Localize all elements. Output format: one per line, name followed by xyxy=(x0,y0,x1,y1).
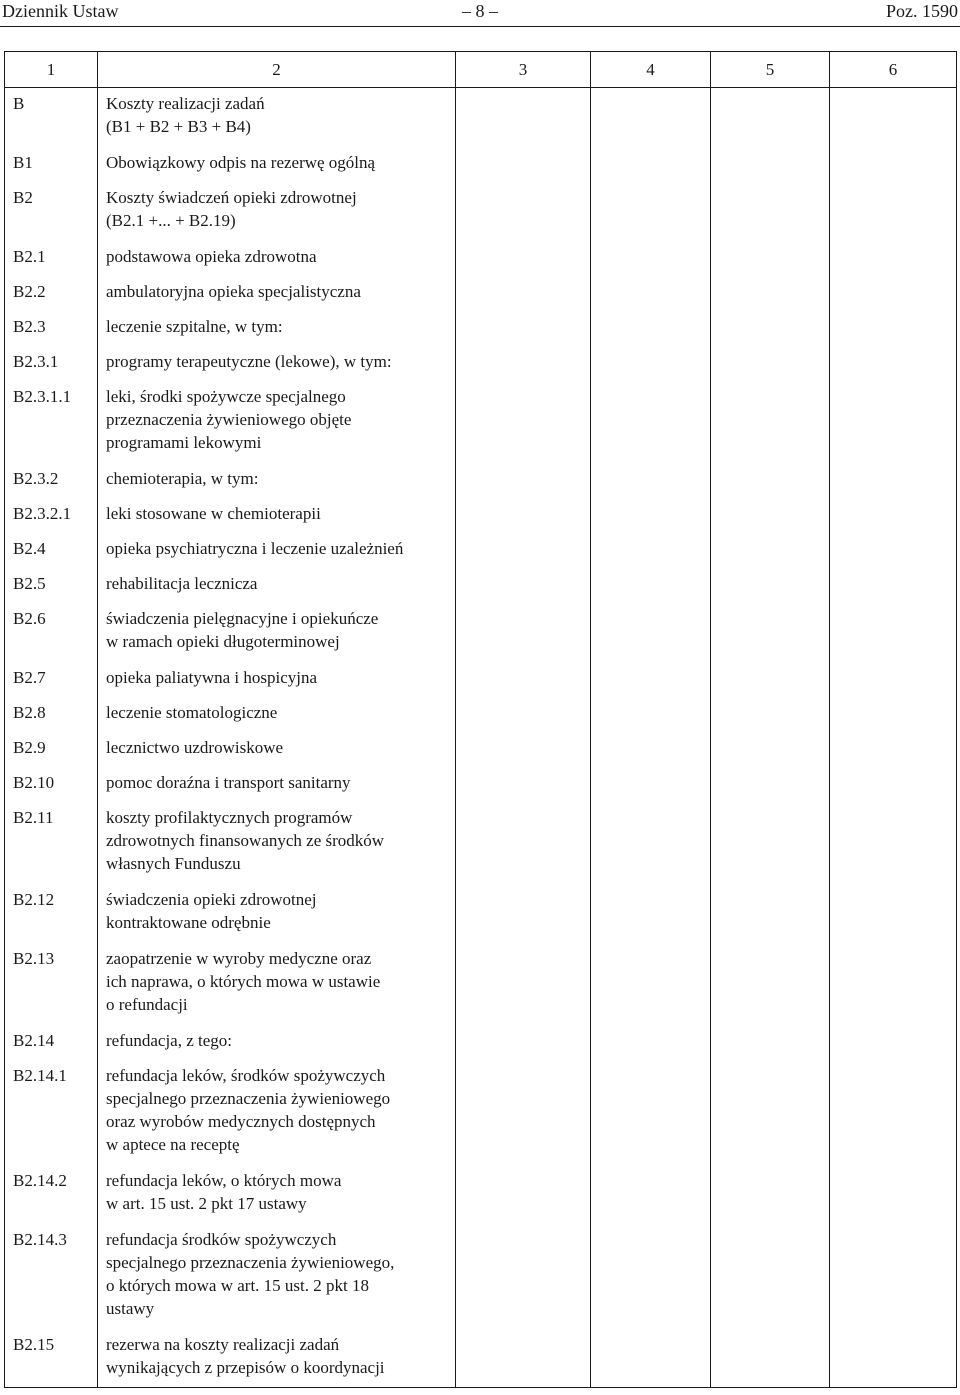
empty-value-cell xyxy=(591,88,711,147)
column-header: 1 xyxy=(5,52,98,88)
empty-value-cell xyxy=(591,884,711,943)
row-code: B2.6 xyxy=(13,608,46,628)
row-label: refundacja leków, o których mowa w art. 15 ust. 2 pkt 17 ustawy xyxy=(106,1170,342,1213)
row-code: B xyxy=(13,94,25,113)
table-row xyxy=(5,884,957,943)
table-row xyxy=(5,147,957,182)
empty-value-cell xyxy=(456,346,591,381)
row-label: leki stosowane w chemioterapii xyxy=(106,503,321,523)
row-label: Koszty świadczeń opieki zdrowotnej (B2.1 +... + B2.19) xyxy=(106,187,357,230)
empty-value-cell xyxy=(711,276,830,311)
empty-value-cell xyxy=(830,884,957,943)
table-row xyxy=(5,943,957,1025)
row-label: leki, środki spożywcze specjalnego przeznaczenia żywieniowego objęte programami lekowymi xyxy=(106,386,352,452)
table-row xyxy=(5,533,957,568)
empty-value-cell xyxy=(456,943,591,1025)
empty-value-cell xyxy=(591,381,711,463)
empty-value-cell xyxy=(456,381,591,463)
row-code: B2.9 xyxy=(13,737,46,757)
empty-value-cell xyxy=(456,88,591,147)
row-label: opieka psychiatryczna i leczenie uzależnień xyxy=(106,538,404,558)
empty-value-cell xyxy=(456,147,591,182)
empty-value-cell xyxy=(830,1025,957,1060)
table-row xyxy=(5,182,957,241)
empty-value-cell xyxy=(456,767,591,802)
empty-value-cell xyxy=(591,603,711,662)
table-row xyxy=(5,88,957,147)
empty-value-cell xyxy=(711,381,830,463)
row-code: B2.12 xyxy=(13,889,55,909)
row-label: refundacja leków, środków spożywczych specjalnego przeznaczenia żywieniowego oraz wyrobów medycznych dostępnych w aptece na receptę xyxy=(106,1065,391,1154)
empty-value-cell xyxy=(830,1165,957,1224)
empty-value-cell xyxy=(591,802,711,884)
row-label: ambulatoryjna opieka specjalistyczna xyxy=(106,281,361,301)
empty-value-cell xyxy=(591,463,711,498)
page-number: – 8 – xyxy=(462,1,498,21)
table-row xyxy=(5,568,957,603)
empty-value-cell xyxy=(711,241,830,276)
empty-value-cell xyxy=(711,732,830,767)
empty-value-cell xyxy=(711,182,830,241)
empty-value-cell xyxy=(456,1165,591,1224)
empty-value-cell xyxy=(591,276,711,311)
page-header xyxy=(0,0,960,24)
empty-value-cell xyxy=(830,802,957,884)
empty-value-cell xyxy=(456,311,591,346)
empty-value-cell xyxy=(456,1224,591,1329)
empty-value-cell xyxy=(591,943,711,1025)
empty-value-cell xyxy=(591,767,711,802)
empty-value-cell xyxy=(591,1329,711,1388)
row-code: B2.3.1.1 xyxy=(13,386,72,406)
row-code: B2.2 xyxy=(13,281,46,301)
empty-value-cell xyxy=(456,533,591,568)
empty-value-cell xyxy=(830,241,957,276)
row-code: B2.14.3 xyxy=(13,1229,67,1249)
empty-value-cell xyxy=(711,498,830,533)
empty-value-cell xyxy=(456,1060,591,1165)
table-row xyxy=(5,1025,957,1060)
empty-value-cell xyxy=(830,182,957,241)
empty-value-cell xyxy=(711,884,830,943)
empty-value-cell xyxy=(591,533,711,568)
row-code: B2.10 xyxy=(13,772,55,792)
empty-value-cell xyxy=(711,1329,830,1388)
empty-value-cell xyxy=(591,1025,711,1060)
table-row xyxy=(5,1329,957,1388)
position-number: Poz. 1590 xyxy=(886,1,958,21)
empty-value-cell xyxy=(591,732,711,767)
empty-value-cell xyxy=(456,568,591,603)
empty-value-cell xyxy=(591,1165,711,1224)
empty-value-cell xyxy=(830,276,957,311)
empty-value-cell xyxy=(456,276,591,311)
empty-value-cell xyxy=(456,662,591,697)
table-row xyxy=(5,241,957,276)
journal-title: Dziennik Ustaw xyxy=(2,1,119,21)
empty-value-cell xyxy=(830,88,957,147)
row-label: opieka paliatywna i hospicyjna xyxy=(106,667,318,687)
empty-value-cell xyxy=(456,498,591,533)
row-label: rehabilitacja lecznicza xyxy=(106,573,258,593)
empty-value-cell xyxy=(711,533,830,568)
table-row xyxy=(5,381,957,463)
empty-value-cell xyxy=(456,732,591,767)
row-code: B2.3 xyxy=(13,316,46,336)
empty-value-cell xyxy=(830,662,957,697)
row-label: chemioterapia, w tym: xyxy=(106,468,259,488)
empty-value-cell xyxy=(830,147,957,182)
empty-value-cell xyxy=(830,767,957,802)
table-row xyxy=(5,311,957,346)
empty-value-cell xyxy=(591,498,711,533)
row-code: B2.3.2.1 xyxy=(13,503,72,523)
empty-value-cell xyxy=(711,662,830,697)
empty-value-cell xyxy=(591,147,711,182)
empty-value-cell xyxy=(456,241,591,276)
empty-value-cell xyxy=(711,1025,830,1060)
table-row xyxy=(5,697,957,732)
row-code: B2.1 xyxy=(13,246,46,266)
cost-table xyxy=(4,51,957,1388)
table-row xyxy=(5,463,957,498)
row-code: B2.3.1 xyxy=(13,351,59,371)
row-code: B2.14.2 xyxy=(13,1170,67,1190)
row-label: Koszty realizacji zadań (B1 + B2 + B3 + B4) xyxy=(106,94,265,136)
row-label: refundacja środków spożywczych specjalnego przeznaczenia żywieniowego, o których mowa w art. 15 ust. 2 pkt 18 ustawy xyxy=(106,1229,395,1318)
row-label: zaopatrzenie w wyroby medyczne oraz ich naprawa, o których mowa w ustawie o refundacji xyxy=(106,948,381,1014)
table-row xyxy=(5,662,957,697)
empty-value-cell xyxy=(456,603,591,662)
empty-value-cell xyxy=(711,346,830,381)
empty-value-cell xyxy=(830,1060,957,1165)
empty-value-cell xyxy=(711,697,830,732)
table-row xyxy=(5,802,957,884)
empty-value-cell xyxy=(830,603,957,662)
empty-value-cell xyxy=(456,463,591,498)
column-header: 6 xyxy=(830,52,957,88)
table-row xyxy=(5,767,957,802)
table-row xyxy=(5,1060,957,1165)
row-label: podstawowa opieka zdrowotna xyxy=(106,246,317,266)
row-code: B2.13 xyxy=(13,948,55,968)
empty-value-cell xyxy=(711,943,830,1025)
empty-value-cell xyxy=(456,697,591,732)
row-label: rezerwa na koszty realizacji zadań wynikających z przepisów o koordynacji xyxy=(106,1334,385,1377)
row-label: pomoc doraźna i transport sanitarny xyxy=(106,772,351,792)
row-code: B2.11 xyxy=(13,807,54,827)
empty-value-cell xyxy=(456,1329,591,1388)
empty-value-cell xyxy=(711,1060,830,1165)
row-code: B2.7 xyxy=(13,667,46,687)
row-code: B2.5 xyxy=(13,573,46,593)
empty-value-cell xyxy=(830,346,957,381)
empty-value-cell xyxy=(591,1224,711,1329)
empty-value-cell xyxy=(711,767,830,802)
empty-value-cell xyxy=(591,241,711,276)
empty-value-cell xyxy=(456,884,591,943)
empty-value-cell xyxy=(591,311,711,346)
empty-value-cell xyxy=(830,943,957,1025)
row-label: Obowiązkowy odpis na rezerwę ogólną xyxy=(106,152,376,172)
empty-value-cell xyxy=(591,1060,711,1165)
empty-value-cell xyxy=(711,311,830,346)
empty-value-cell xyxy=(711,802,830,884)
empty-value-cell xyxy=(711,463,830,498)
empty-value-cell xyxy=(591,182,711,241)
table-row xyxy=(5,498,957,533)
empty-value-cell xyxy=(830,381,957,463)
table-row xyxy=(5,732,957,767)
table-row xyxy=(5,1165,957,1224)
column-header: 5 xyxy=(711,52,830,88)
row-label: refundacja, z tego: xyxy=(106,1030,233,1050)
table-row xyxy=(5,276,957,311)
empty-value-cell xyxy=(591,346,711,381)
row-label: koszty profilaktycznych programów zdrowotnych finansowanych ze środków własnych Funduszu xyxy=(106,807,385,873)
row-label: programy terapeutyczne (lekowe), w tym: xyxy=(106,351,392,371)
table-header-row xyxy=(5,52,957,88)
column-header: 2 xyxy=(98,52,456,88)
empty-value-cell xyxy=(456,802,591,884)
column-header: 3 xyxy=(456,52,591,88)
row-label: świadczenia pielęgnacyjne i opiekuńcze w ramach opieki długoterminowej xyxy=(106,608,379,651)
row-label: lecznictwo uzdrowiskowe xyxy=(106,737,284,757)
empty-value-cell xyxy=(456,182,591,241)
empty-value-cell xyxy=(711,603,830,662)
row-code: B2.3.2 xyxy=(13,468,59,488)
row-code: B1 xyxy=(13,152,33,172)
table-row xyxy=(5,1224,957,1329)
table-row xyxy=(5,346,957,381)
row-code: B2.14.1 xyxy=(13,1065,67,1085)
empty-value-cell xyxy=(830,1329,957,1388)
empty-value-cell xyxy=(830,732,957,767)
empty-value-cell xyxy=(830,568,957,603)
empty-value-cell xyxy=(711,568,830,603)
empty-value-cell xyxy=(711,1224,830,1329)
empty-value-cell xyxy=(711,1165,830,1224)
empty-value-cell xyxy=(591,568,711,603)
header-divider xyxy=(0,26,960,27)
row-code: B2.4 xyxy=(13,538,46,558)
empty-value-cell xyxy=(830,533,957,568)
row-code: B2.14 xyxy=(13,1030,55,1050)
row-code: B2.15 xyxy=(13,1334,55,1354)
empty-value-cell xyxy=(830,463,957,498)
empty-value-cell xyxy=(830,1224,957,1329)
row-code: B2.8 xyxy=(13,702,46,722)
empty-value-cell xyxy=(830,498,957,533)
empty-value-cell xyxy=(591,697,711,732)
row-label: leczenie szpitalne, w tym: xyxy=(106,316,283,336)
row-label: świadczenia opieki zdrowotnej kontraktowane odrębnie xyxy=(106,889,317,932)
column-header: 4 xyxy=(591,52,711,88)
row-code: B2 xyxy=(13,187,33,207)
table-row xyxy=(5,603,957,662)
empty-value-cell xyxy=(830,697,957,732)
empty-value-cell xyxy=(711,147,830,182)
empty-value-cell xyxy=(830,311,957,346)
empty-value-cell xyxy=(591,662,711,697)
empty-value-cell xyxy=(711,88,830,147)
empty-value-cell xyxy=(456,1025,591,1060)
row-label: leczenie stomatologiczne xyxy=(106,702,278,722)
